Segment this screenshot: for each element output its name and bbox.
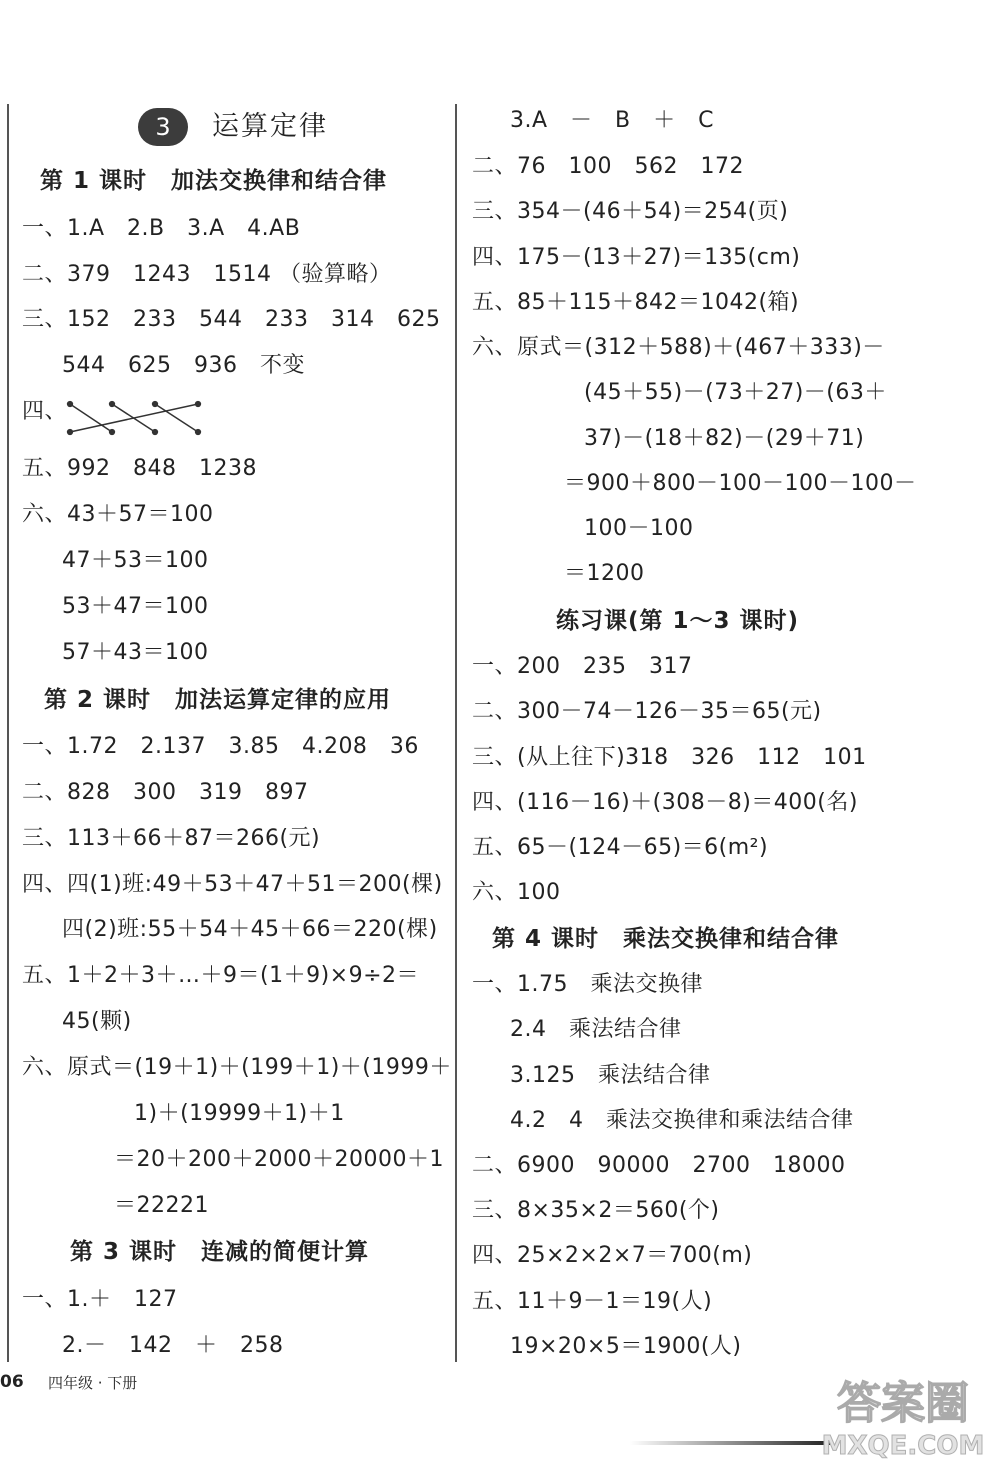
match-dot bbox=[68, 430, 73, 435]
answer-line: 三、354－(46＋54)＝254(页) bbox=[472, 199, 789, 224]
answer-line: 六、原式＝(312＋588)＋(467＋333)－ bbox=[472, 335, 885, 360]
match-dot bbox=[110, 402, 115, 407]
answer-line: 四、四(1)班:49＋53＋47＋51＝200(棵) bbox=[22, 872, 443, 897]
answer-line: 五、11＋9－1＝19(人) bbox=[472, 1289, 713, 1314]
answer-line: 六、100 bbox=[472, 880, 561, 905]
answer-line: ＝20＋200＋2000＋20000＋1 bbox=[114, 1147, 444, 1172]
lesson-heading: 第 4 课时 乘法交换律和结合律 bbox=[492, 926, 840, 952]
answer-line: 二、6900 90000 2700 18000 bbox=[472, 1153, 846, 1178]
left-margin-line bbox=[7, 104, 9, 1362]
answer-line: 3.125 乘法结合律 bbox=[510, 1063, 711, 1088]
match-line bbox=[70, 404, 198, 432]
answer-line: 一、1.75 乘法交换律 bbox=[472, 972, 703, 997]
answer-line: 五、85＋115＋842＝1042(箱) bbox=[472, 290, 800, 315]
answer-line: 五、992 848 1238 bbox=[22, 456, 257, 481]
answer-line: 4.2 4 乘法交换律和乘法结合律 bbox=[510, 1108, 854, 1133]
answer-line: 三、152 233 544 233 314 625 bbox=[22, 307, 441, 332]
answer-line: 一、200 235 317 bbox=[472, 654, 693, 679]
lesson-heading: 第 1 课时 加法交换律和结合律 bbox=[40, 168, 388, 194]
answer-line: 一、1.A 2.B 3.A 4.AB bbox=[22, 216, 301, 241]
answer-line: 二、76 100 562 172 bbox=[472, 154, 744, 179]
answer-line: 1)＋(19999＋1)＋1 bbox=[134, 1101, 345, 1126]
section-badge: 3 bbox=[138, 108, 188, 146]
match-dot bbox=[68, 402, 73, 407]
answer-line: 六、43＋57＝100 bbox=[22, 502, 214, 527]
section-title: 运算定律 bbox=[212, 111, 328, 142]
answer-line: 一、1.＋ 127 bbox=[22, 1287, 178, 1312]
column-divider bbox=[455, 104, 457, 1362]
answer-line: 四、(116－16)＋(308－8)＝400(名) bbox=[472, 790, 858, 815]
answer-line: 五、65－(124－65)＝6(m²) bbox=[472, 835, 769, 860]
page-number: 06 bbox=[0, 1372, 24, 1392]
match-dot bbox=[153, 402, 158, 407]
answer-line: 一、1.72 2.137 3.85 4.208 36 bbox=[22, 734, 419, 759]
answer-line: 六、原式＝(19＋1)＋(199＋1)＋(1999＋ bbox=[22, 1055, 452, 1080]
answer-line: ＝900＋800－100－100－100－ bbox=[564, 471, 917, 496]
answer-line: 四、175－(13＋27)＝135(cm) bbox=[472, 245, 801, 270]
answer-line: 五、1＋2＋3＋…＋9＝(1＋9)×9÷2＝ bbox=[22, 963, 420, 988]
answer-line: 100－100 bbox=[584, 516, 694, 541]
answer-line: ＝1200 bbox=[564, 561, 645, 586]
answer-line: 三、(从上往下)318 326 112 101 bbox=[472, 745, 867, 770]
answer-line: 544 625 936 不变 bbox=[62, 353, 305, 378]
answer-line: 四(2)班:55＋54＋45＋66＝220(棵) bbox=[62, 917, 438, 942]
answer-line: 45(颗) bbox=[62, 1009, 132, 1034]
answer-line: 四、25×2×2×7＝700(m) bbox=[472, 1243, 753, 1268]
match-dot bbox=[196, 430, 201, 435]
answer-line: (45＋55)－(73＋27)－(63＋ bbox=[584, 380, 887, 405]
answer-line: 53＋47＝100 bbox=[62, 594, 209, 619]
answer-line: 47＋53＝100 bbox=[62, 548, 209, 573]
lesson-heading: 第 2 课时 加法运算定律的应用 bbox=[44, 687, 392, 713]
answer-line: 19×20×5＝1900(人) bbox=[510, 1334, 742, 1359]
watermark-text: 答案圈 bbox=[837, 1378, 969, 1429]
match-dot bbox=[196, 402, 201, 407]
answer-line: 37)－(18＋82)－(29＋71) bbox=[584, 426, 865, 451]
answer-line: 二、379 1243 1514 （验算略） bbox=[22, 262, 392, 287]
answer-line: 二、300－74－126－35＝65(元) bbox=[472, 699, 822, 724]
lesson-heading: 练习课(第 1～3 课时) bbox=[556, 608, 800, 634]
lesson-heading: 第 3 课时 连减的简便计算 bbox=[70, 1239, 370, 1265]
answer-line: 四、 bbox=[22, 399, 68, 424]
match-dot bbox=[110, 430, 115, 435]
answer-line: 3.A － B ＋ C bbox=[510, 108, 714, 133]
answer-line: 三、8×35×2＝560(个) bbox=[472, 1198, 720, 1223]
watermark-domain: MXQE.COM bbox=[821, 1431, 985, 1461]
answer-line: ＝22221 bbox=[114, 1193, 209, 1218]
answer-line: 2.－ 142 ＋ 258 bbox=[62, 1333, 284, 1358]
answer-line: 三、113＋66＋87＝266(元) bbox=[22, 826, 321, 851]
match-dot bbox=[153, 430, 158, 435]
footer-bar bbox=[630, 1441, 830, 1445]
answer-line: 2.4 乘法结合律 bbox=[510, 1017, 682, 1042]
grade-label: 四年级 · 下册 bbox=[48, 1374, 138, 1392]
answer-line: 57＋43＝100 bbox=[62, 640, 209, 665]
answer-line: 二、828 300 319 897 bbox=[22, 780, 309, 805]
matching-lines-diagram bbox=[60, 398, 210, 438]
watermark-logo bbox=[818, 1366, 988, 1462]
